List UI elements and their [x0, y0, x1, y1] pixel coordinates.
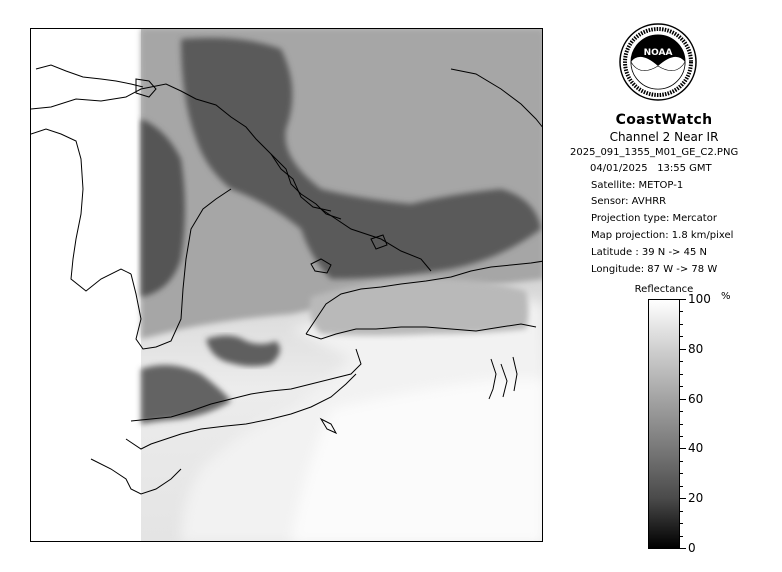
colorbar-tick-label: 100	[688, 292, 711, 306]
colorbar-minor-tick	[680, 424, 683, 425]
colorbar-minor-tick	[680, 523, 683, 524]
satellite-map-frame	[30, 28, 543, 542]
colorbar-tick	[680, 498, 686, 499]
colorbar-minor-tick	[680, 473, 683, 474]
satellite-image	[31, 29, 543, 542]
colorbar-minor-tick	[680, 511, 683, 512]
colorbar-tick-label: 40	[688, 441, 704, 456]
colorbar-tick	[680, 349, 686, 350]
no-data-area	[31, 29, 141, 542]
projection-type-label: Projection type: Mercator	[591, 213, 717, 224]
date-time	[590, 163, 782, 174]
colorbar-minor-tick	[680, 436, 683, 437]
colorbar-minor-tick	[680, 411, 683, 412]
app-title: CoastWatch	[615, 112, 713, 128]
scale-title: Reflectance	[634, 284, 694, 295]
colorbar-minor-tick	[680, 386, 683, 387]
logo-text: NOAA	[643, 48, 673, 58]
reflectance-colorbar	[648, 299, 680, 549]
channel-subtitle: Channel 2 Near IR	[609, 130, 719, 144]
sensor-label: Sensor: AVHRR	[591, 196, 667, 207]
colorbar-tick-label: 20	[688, 491, 704, 506]
latitude-label: Latitude : 39 N -> 45 N	[591, 247, 707, 258]
noaa-logo	[618, 22, 698, 102]
colorbar-minor-tick	[680, 461, 683, 462]
colorbar-tick-label: 60	[688, 391, 704, 406]
date-value: 04/01/2025	[590, 163, 648, 174]
colorbar-tick-label: 80	[688, 341, 704, 356]
colorbar-tick	[680, 548, 686, 549]
colorbar-tick-label: 0	[688, 541, 696, 555]
colorbar-minor-tick	[680, 374, 683, 375]
satellite-label: Satellite: METOP-1	[591, 180, 684, 191]
colorbar-minor-tick	[680, 536, 683, 537]
colorbar-tick	[680, 399, 686, 400]
colorbar-tick	[680, 299, 686, 300]
longitude-label: Longitude: 87 W -> 78 W	[591, 264, 718, 275]
colorbar-minor-tick	[680, 361, 683, 362]
time-value: 13:55 GMT	[657, 163, 712, 174]
colorbar-minor-tick	[680, 486, 683, 487]
scale-unit: %	[721, 291, 731, 302]
file-name: 2025_091_1355_M01_GE_C2.PNG	[570, 147, 739, 158]
map-projection-label: Map projection: 1.8 km/pixel	[591, 230, 734, 241]
colorbar-minor-tick	[680, 336, 683, 337]
colorbar-minor-tick	[680, 324, 683, 325]
colorbar-minor-tick	[680, 311, 683, 312]
colorbar-tick	[680, 448, 686, 449]
